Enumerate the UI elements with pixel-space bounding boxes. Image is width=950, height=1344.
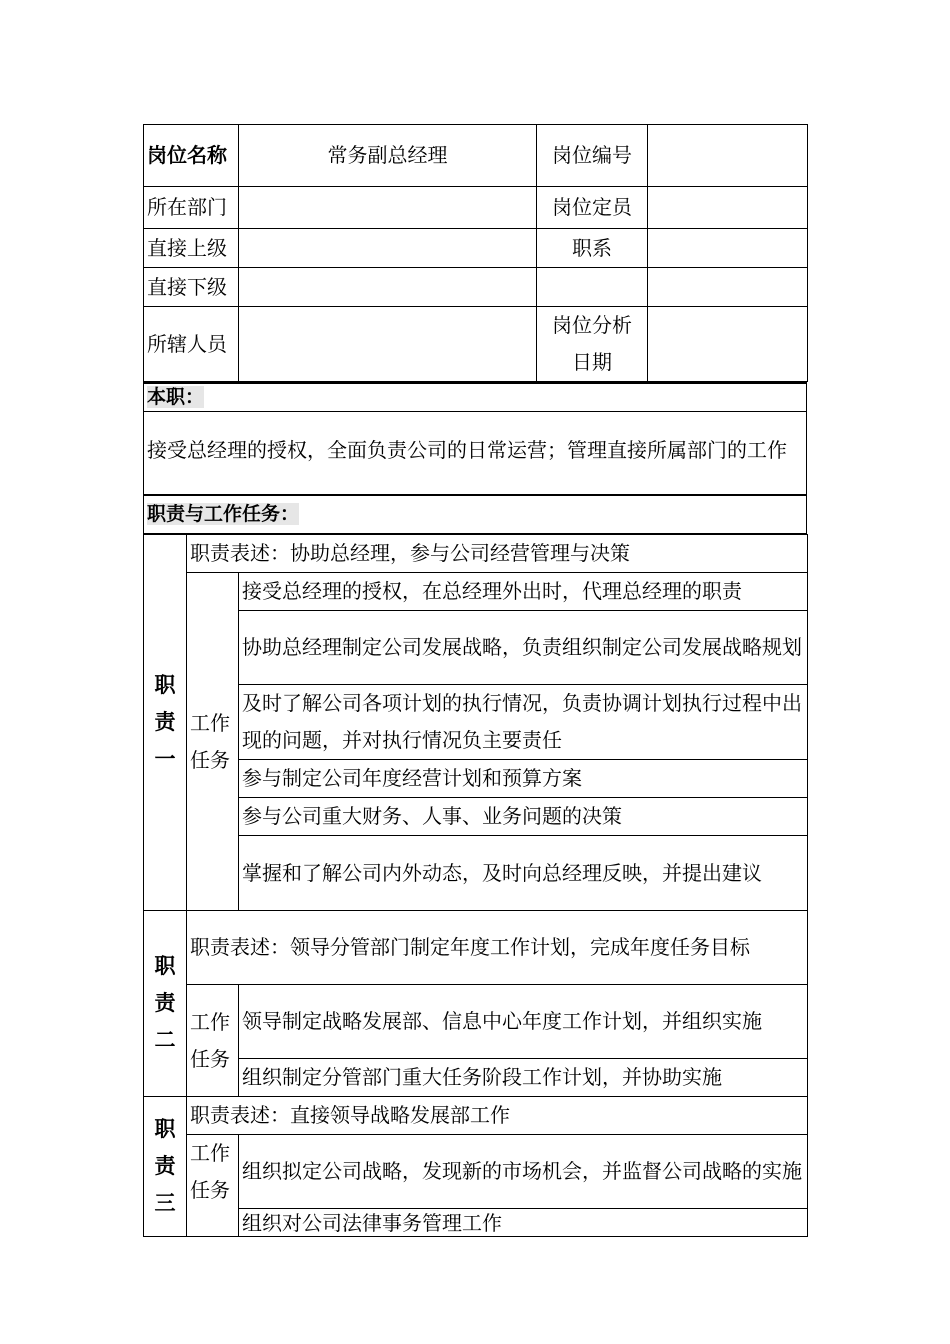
work-task-label-line2: 任务 [190, 1178, 230, 1202]
duty-1-task: 及时了解公司各项计划的执行情况，负责协调计划执行过程中出现的问题，并对执行情况负主要责任 [239, 685, 808, 760]
subordinate-label: 直接下级 [144, 268, 239, 307]
duty-1-task: 协助总经理制定公司发展战略，负责组织制定公司发展战略规划 [239, 611, 808, 685]
subordinate-value [239, 268, 537, 307]
duty-3-statement: 职责表述：直接领导战略发展部工作 [187, 1097, 808, 1135]
duty-3-task: 组织对公司法律事务管理工作 [239, 1209, 808, 1237]
work-task-label-line1: 工作 [190, 1009, 230, 1034]
position-name-value: 常务副总经理 [239, 125, 537, 187]
duty-3-work-task-label [187, 1135, 239, 1237]
position-name-label: 岗位名称 [144, 125, 239, 187]
analysis-date-value [648, 307, 808, 382]
duties-table [143, 534, 808, 1237]
duty-3-label-char: 三 [154, 1191, 176, 1215]
summary-table [143, 382, 807, 534]
position-no-value [648, 125, 808, 187]
staffing-label: 岗位定员 [537, 187, 648, 229]
duty-2-label-char: 二 [154, 1028, 176, 1052]
summary-title: 本职： [147, 386, 205, 409]
summary-title-cell [144, 383, 807, 411]
work-task-label-line2: 任务 [190, 1046, 230, 1071]
superior-value [239, 229, 537, 268]
duty-1-task: 参与公司重大财务、人事、业务问题的决策 [239, 798, 808, 836]
duties-title: 职责与工作任务： [147, 503, 300, 525]
blank-cell [537, 268, 648, 307]
duty-2-work-task-label [187, 985, 239, 1097]
staff-label: 所辖人员 [144, 307, 239, 382]
duty-2-task: 组织制定分管部门重大任务阶段工作计划，并协助实施 [239, 1059, 808, 1097]
duty-3-label-char: 责 [154, 1154, 176, 1178]
work-task-label-line1: 工作 [190, 1141, 230, 1165]
job-family-value [648, 229, 808, 268]
duty-1-label-char: 职 [154, 673, 176, 697]
duties-title-cell [144, 495, 807, 534]
analysis-date-label [537, 307, 648, 382]
job-description-form [143, 124, 807, 1235]
blank-cell [648, 268, 808, 307]
staffing-value [648, 187, 808, 229]
duty-1-label-char: 一 [154, 747, 176, 771]
duty-1-statement: 职责表述：协助总经理，参与公司经营管理与决策 [187, 535, 808, 573]
summary-text: 接受总经理的授权，全面负责公司的日常运营；管理直接所属部门的工作 [144, 411, 807, 495]
work-task-label-line2: 任务 [190, 747, 230, 772]
duty-3-task: 组织拟定公司战略，发现新的市场机会，并监督公司战略的实施 [239, 1135, 808, 1209]
duty-1-task: 掌握和了解公司内外动态，及时向总经理反映，并提出建议 [239, 836, 808, 911]
duty-3-label-char: 职 [154, 1117, 176, 1141]
duty-2-task: 领导制定战略发展部、信息中心年度工作计划，并组织实施 [239, 985, 808, 1059]
job-family-label: 职系 [537, 229, 648, 268]
duty-1-work-task-label [187, 573, 239, 911]
duty-1-task: 参与制定公司年度经营计划和预算方案 [239, 760, 808, 798]
duty-2-statement: 职责表述：领导分管部门制定年度工作计划，完成年度任务目标 [187, 911, 808, 985]
duty-1-task: 接受总经理的授权，在总经理外出时，代理总经理的职责 [239, 573, 808, 611]
header-table [143, 124, 808, 382]
analysis-date-label-line1: 岗位分析 [552, 313, 632, 337]
duty-2-label-char: 职 [154, 954, 176, 978]
superior-label: 直接上级 [144, 229, 239, 268]
duty-3-label [144, 1097, 187, 1237]
position-no-label: 岗位编号 [537, 125, 648, 187]
duty-2-label [144, 911, 187, 1097]
duty-2-label-char: 责 [154, 991, 176, 1015]
work-task-label-line1: 工作 [190, 710, 230, 735]
analysis-date-label-line2: 日期 [572, 350, 612, 374]
duty-1-label-char: 责 [154, 710, 176, 734]
duty-1-label [144, 535, 187, 911]
staff-value [239, 307, 537, 382]
department-label: 所在部门 [144, 187, 239, 229]
department-value [239, 187, 537, 229]
